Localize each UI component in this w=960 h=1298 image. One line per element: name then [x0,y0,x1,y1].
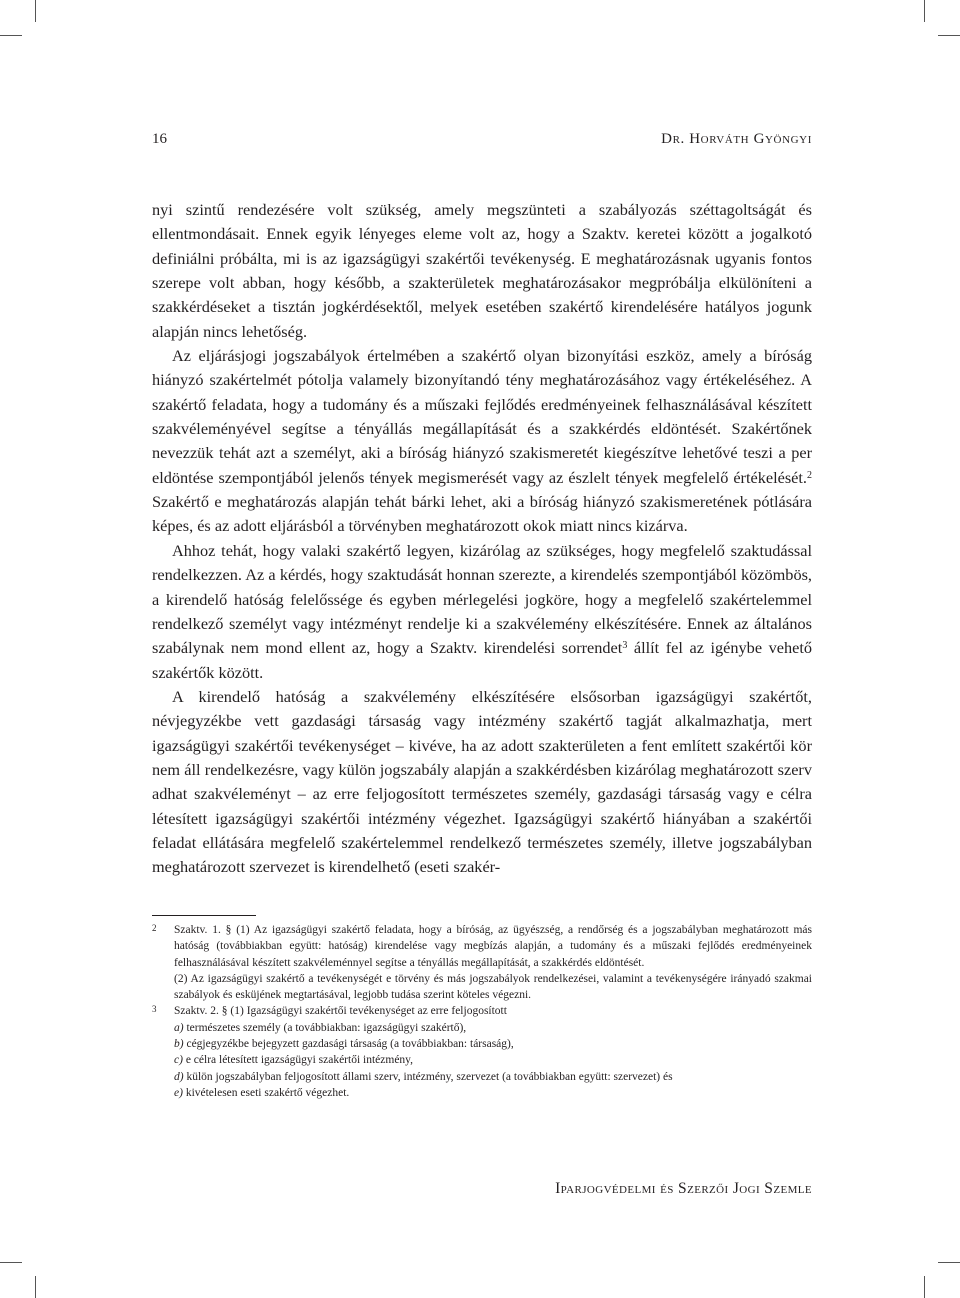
list-letter: a) [174,1021,184,1034]
paragraph [152,539,812,685]
footnote-list-item [174,1052,812,1068]
footnote-text: Szaktv. 2. § (1) Igazságügyi szakértői tevékenységet az erre feljogosított [174,1005,507,1018]
footnote-number: 3 [152,1004,157,1015]
paragraph-text: állít fel az igénybe vehető szakértők között. [152,638,813,682]
crop-mark [0,35,22,36]
page-number: 16 [152,131,167,147]
footnote-list-item [174,1085,812,1101]
list-text: kivételesen eseti szakértő végezhet. [182,1086,350,1099]
crop-mark [0,1262,22,1263]
list-letter: b) [174,1038,184,1051]
paragraph-text: Ahhoz tehát, hogy valaki szakértő legyen, kizárólag az szükséges, hogy megfelelő szaktudással rendelkezzen. Az a kérdés, hogy szaktudását honnan szerezte, a kirendelés szempontjából közömbös, a kirendelő hatóság felelőssége és egyben mérlegelési jogköre, hogy a megfelelő szakértelemmel rendelkező személyt vagy intézményt rendelje ki a szakvélemény elkészítésére. Ennek az általános szabálynak nem mond ellent az, hogy a Szaktv. kirendelési sorrendet [152,540,812,658]
paragraph [152,344,812,539]
crop-mark [938,35,960,36]
running-footer-journal: Iparjogvédelmi és Szerzői Jogi Szemle [555,1180,812,1197]
crop-mark [938,1262,960,1263]
footnote-list-item [174,1020,812,1036]
paragraph-text: Az eljárásjogi jogszabályok értelmében a szakértő olyan bizonyítási eszköz, amely a bíróság hiányzó szakértelmét pótolja valamely bizonyítandó tény meghatározásához vagy értékeléséhez. A szakértő feladata, hogy a tudomány és a műszaki fejlődés eredményeinek felhasználásával készített szakvéleményével segítse a tényállás megállapítását és a szakkérdés eldöntését. Szakértőnek nevezzük tehát azt a személyt, aki a bíróság hiányzó szakismeretét kiegészítve lehetővé teszi a per eldöntése szempontjából jelenős tények megismerését vagy az észlelt tények megfelelő értékelését. [152,346,812,487]
list-text: e célra létesített igazságügyi szakértői intézmény, [182,1054,414,1067]
list-text: természetes személy (a továbbiakban: igazságügyi szakértő), [183,1021,467,1034]
paragraph: nyi szintű rendezésére volt szükség, amely megszünteti a szabályozás széttagoltságát és ellentmondásait. Ennek egyik lényeges eleme volt az, hogy a Szaktv. keretei között a jogalkotó definiálni próbálta, mi is az igazságügyi szakértői tevékenység. E meghatározásnak ugyanis fontos szerepe volt abban, hogy később, a szakterületek meghatározásakor megpróbálja elkülöníteni a szakkérdéseket a tisztán jogkérdésektől, melyek esetében szakértő kirendelésére hatályos jogunk alapján nincs lehetőség. [152,200,812,341]
body-text [152,198,812,880]
footnote-list-item [174,1069,812,1085]
footnote-number: 2 [152,923,157,933]
running-header-author: Dr. Horváth Gyöngyi [661,131,812,147]
footnotes [152,922,812,1101]
footnote-text: (2) Az igazságügyi szakértő a tevékenységét e törvény és más jogszabályok rendelkezései, valamint a tevékenységére irányadó szakmai szabályok és esküjének megtartásával, legjobb tudása szerint köteles végezni. [174,972,812,1002]
footnote-ref[interactable]: 2 [807,469,812,481]
list-letter: e) [174,1086,183,1099]
crop-mark [924,0,925,22]
paragraph-text: Szakértő e meghatározás alapján tehát bárki lehet, aki a bíróság hiányzó szakismeretének pótlására képes, és az adott eljárásból a törvényben meghatározott okok miatt nincs kizárva. [152,492,812,536]
footnote-ref[interactable]: 3 [622,640,628,652]
list-letter: d) [174,1070,184,1083]
crop-mark [924,1276,925,1298]
footnote-list-item [174,1036,812,1052]
crop-mark [35,0,36,22]
list-letter: c) [174,1054,183,1067]
paragraph: A kirendelő hatóság a szakvélemény elkészítésére elsősorban igazságügyi szakértőt, névjegyzékbe vett gazdasági társaság vagy intézmény szakértő tagját alkalmazhatja, mert igazságügyi szakértői tevékenységet – kivéve, ha az adott szakterületen a fent említett szakértői kör nem áll rendelkezésre, vagy külön jogszabály alapján a szakkérdésben kizárólag meghatározott szerv adhat szakvéleményt – az erre feljogosított természetes személy, gazdasági társaság vagy e célra létesített igazságügyi szakértői intézmény végezhet. Igazságügyi szakértő hiányában a szakértői feladat ellátására megfelelő szakértelemmel rendelkező természetes személy, illetve jogszabályban meghatározott szervezet is kirendelhető (eseti szakér- [152,686,812,877]
footnote-2 [152,922,812,1003]
footnote-text: Szaktv. 1. § (1) Az igazságügyi szakértő feladata, hogy a bíróság, az ügyészség, a rendőrség és a jogszabályban meghatározott más hatóság (továbbiakban együtt: hatóság) kirendelése vagy megbízás alapján, a tudomány és a műszaki fejlődés eredményeinek felhasználásával készített szakvéleménnyel segítse a tényállás megállapítását, a szakkérdés eldöntését. [174,924,812,969]
list-text: külön jogszabályban feljogosított állami szerv, intézmény, szervezet (a továbbiakban együtt: szervezet) és [183,1070,673,1083]
crop-mark [35,1276,36,1298]
footnote-separator [152,915,256,916]
footnote-3 [152,1003,812,1101]
list-text: cégjegyzékbe bejegyzett gazdasági társaság (a továbbiakban: társaság), [183,1038,514,1051]
